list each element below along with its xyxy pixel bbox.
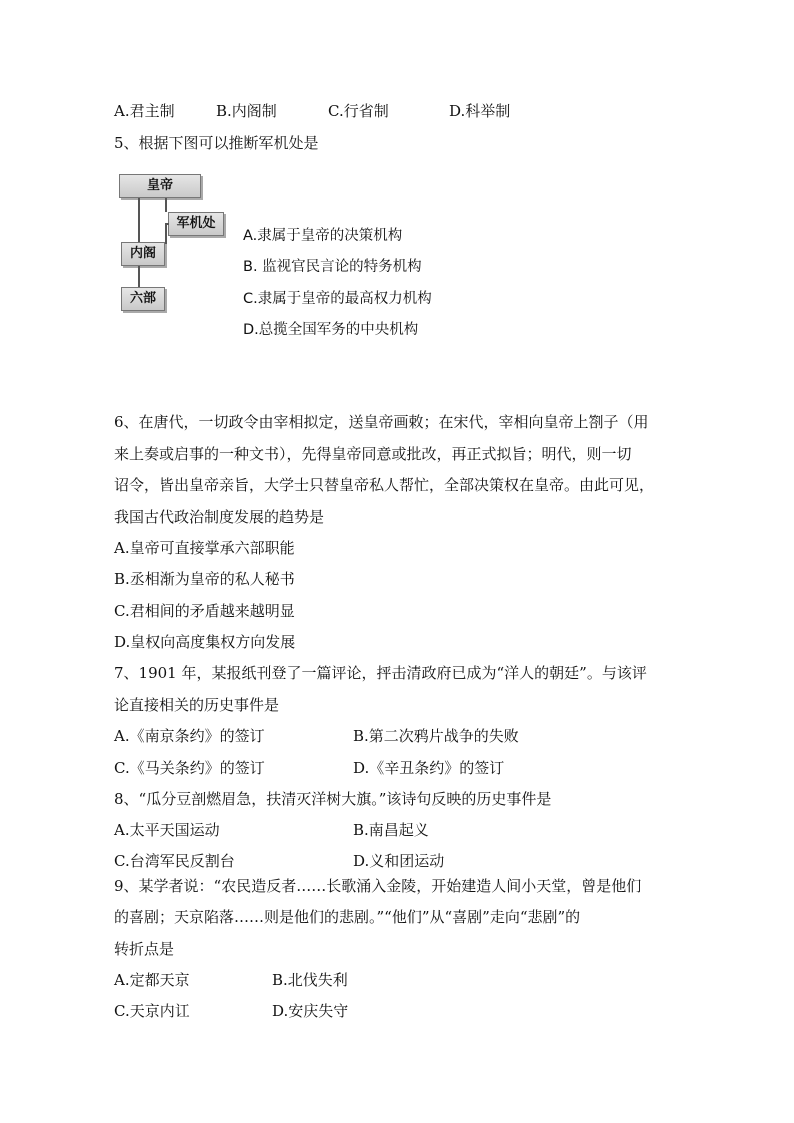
q8-stem: 8、“瓜分豆剖燃眉急，扶清灭洋树大旗。”该诗句反映的历史事件是 [114, 790, 552, 808]
q9-stem-line-1: 9、某学者说：“农民造反者……长歌涌入金陵，开始建造人间小天堂，曾是他们 [114, 877, 642, 895]
neige-box: 内阁 [121, 242, 165, 266]
q7-option-c: C.《马关条约》的签订 [114, 759, 265, 777]
connector-junjichu-neige [165, 223, 167, 251]
q6-option-d: D.皇权向高度集权方向发展 [114, 633, 296, 651]
q6-stem-line-3: 诏令，皆出皇帝亲旨，大学士只替皇帝私人帮忙，全部决策权在皇帝。由此可见， [114, 476, 655, 494]
q6-stem-line-4: 我国古代政治制度发展的趋势是 [114, 508, 325, 526]
q9-stem-line-3: 转折点是 [114, 940, 175, 958]
q9-option-d: D.安庆失守 [272, 1002, 349, 1020]
junjichu-box: 军机处 [168, 212, 224, 236]
q6-option-b: B.丞相渐为皇帝的私人秘书 [114, 570, 295, 588]
q4-option-d: D.科举制 [449, 102, 511, 120]
q6-option-a: A.皇帝可直接掌承六部职能 [114, 539, 295, 557]
q6-stem-line-1: 6、在唐代，一切政令由宰相拟定，送皇帝画敕；在宋代，宰相向皇帝上劄子（用 [114, 413, 649, 431]
q7-option-d: D.《辛丑条约》的签订 [353, 759, 505, 777]
q6-option-c: C.君相间的矛盾越来越明显 [114, 602, 295, 620]
q9-option-b: B.北伐失利 [272, 971, 348, 989]
q9-option-c: C.天京内讧 [114, 1002, 190, 1020]
emperor-box: 皇帝 [119, 174, 201, 198]
q6-stem-line-2: 来上奏或启事的一种文书），先得皇帝同意或批改，再正式拟旨；明代，则一切 [114, 445, 632, 463]
q9-option-a: A.定都天京 [114, 971, 190, 989]
connector-emperor-junjichu [165, 198, 167, 212]
q4-option-c: C.行省制 [328, 102, 389, 120]
q7-option-b: B.第二次鸦片战争的失败 [353, 727, 519, 745]
q5-stem: 5、根据下图可以推断军机处是 [114, 134, 319, 152]
liubu-box: 六部 [121, 287, 165, 311]
q8-option-b: B.南昌起义 [353, 821, 429, 839]
q5-option-d: D.总揽全国军务的中央机构 [243, 322, 419, 338]
q4-option-b: B.内阁制 [216, 102, 277, 120]
connector-emperor-neige [138, 198, 140, 242]
org-diagram [116, 172, 236, 317]
q7-option-a: A.《南京条约》的签订 [114, 727, 265, 745]
q7-stem-line-1: 7、1901 年，某报纸刊登了一篇评论，抨击清政府已成为“洋人的朝廷”。与该评 [114, 664, 647, 682]
q8-option-c: C.台湾军民反割台 [114, 852, 235, 870]
q9-stem-line-2: 的喜剧；天京陷落……则是他们的悲剧。”“他们”从“喜剧”走向“悲剧”的 [114, 908, 581, 926]
q4-option-a: A.君主制 [114, 102, 175, 120]
q8-option-d: D.义和团运动 [353, 852, 445, 870]
q5-option-a: A.隶属于皇帝的决策机构 [243, 228, 403, 244]
q8-option-a: A.太平天国运动 [114, 821, 220, 839]
q5-option-b: B. 监视官民言论的特务机构 [243, 259, 422, 275]
q5-option-c: C.隶属于皇帝的最高权力机构 [243, 291, 432, 307]
q7-stem-line-2: 论直接相关的历史事件是 [114, 696, 280, 714]
connector-neige-liubu [138, 266, 140, 287]
